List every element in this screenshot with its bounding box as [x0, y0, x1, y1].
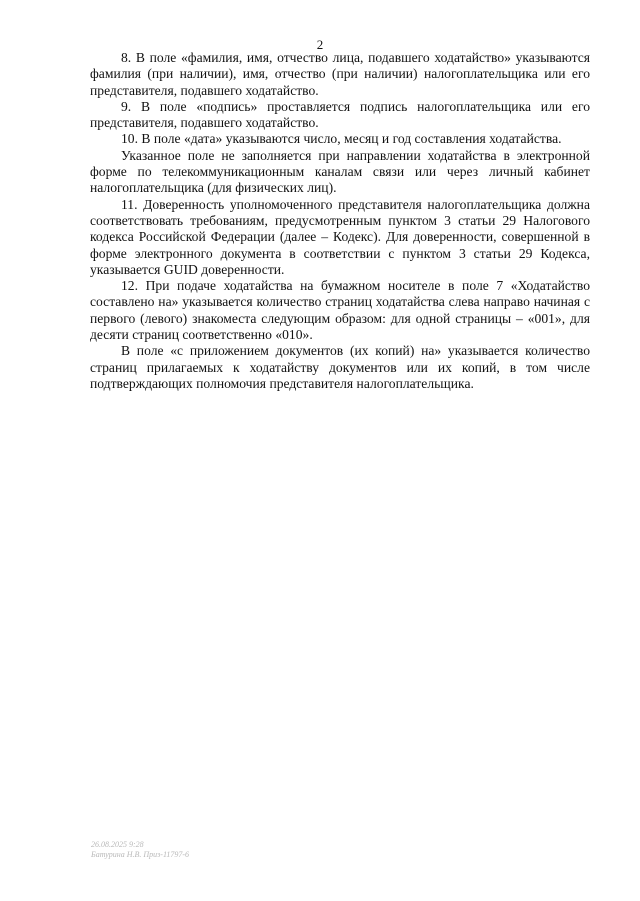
- document-body: [90, 50, 590, 392]
- paragraph-10: 10. В поле «дата» указываются число, месяц и год составления ходатайства.: [121, 131, 562, 147]
- stamp-author: Батурина Н.В. Приз-11797-6: [91, 850, 190, 859]
- stamp-date: 26.08.2025 9:28: [91, 840, 144, 849]
- document-stamp: [91, 840, 189, 860]
- paragraph-12-attachments: В поле «с приложением документов (их копий) на» указывается количество страниц прилагаемых к ходатайству документов или их копий, в том числе подтверждающих полномочия представителя налогоплательщика.: [90, 343, 590, 391]
- paragraph-10-note: Указанное поле не заполняется при направлении ходатайства в электронной форме по телекоммуникационным каналам связи или через личный кабинет налогоплательщика (для физических лиц).: [90, 147, 590, 196]
- page-number: 2: [316, 37, 324, 52]
- paragraph-9: 9. В поле «подпись» проставляется подпись налогоплательщика или его представителя, подавшего ходатайство.: [90, 98, 590, 131]
- paragraph-11: 11. Доверенность уполномоченного представителя налогоплательщика должна соответствовать требованиям, предусмотренным пунктом 3 статьи 29 Налогового кодекса Российской Федерации (далее – Кодекс). Для доверенности, совершенной в форме электронного документа в соответствии с пунктом 3 статьи 29 Кодекса, указывается GUID доверенности.: [90, 196, 590, 277]
- paragraph-12: 12. При подаче ходатайства на бумажном носителе в поле 7 «Ходатайство составлено на» указывается количество страниц ходатайства слева направо начиная с первого (левого) знакоместа следующим образом: для одной страницы – «001», для десяти страниц соответственно «010».: [90, 278, 590, 343]
- paragraph-8: 8. В поле «фамилия, имя, отчество лица, подавшего ходатайство» указываются фамилия (при наличии), имя, отчество (при наличии) налогоплательщика или его представителя, подавшего ходатайство.: [90, 50, 590, 98]
